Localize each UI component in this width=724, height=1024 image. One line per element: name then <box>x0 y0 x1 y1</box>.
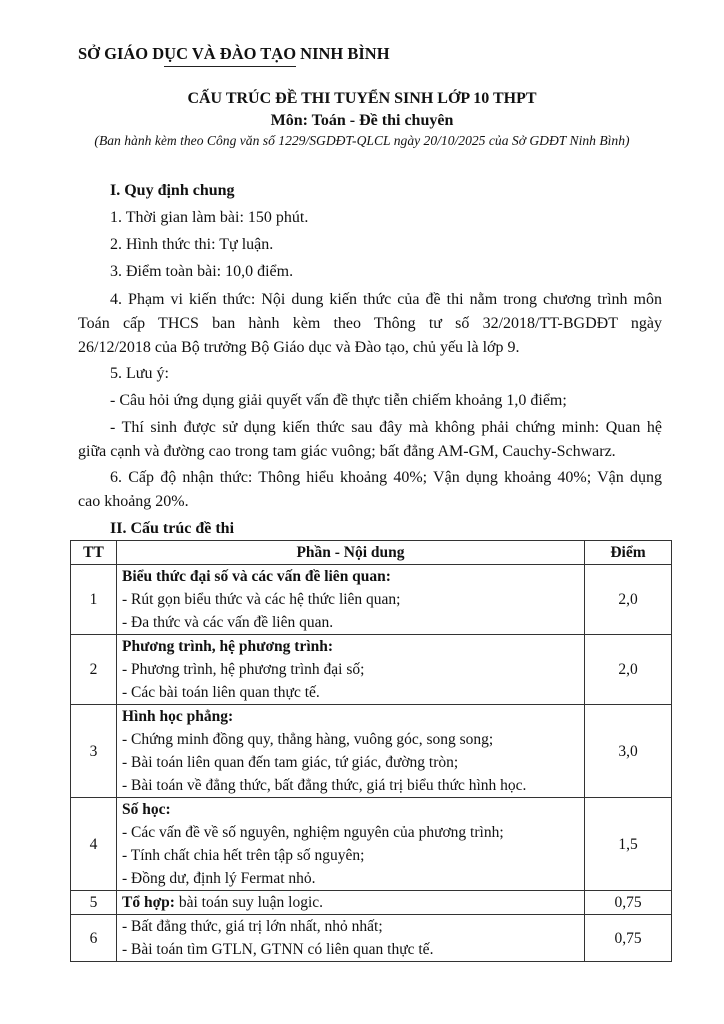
rule-item-4-line2: Toán cấp THCS ban hành kèm theo Thông tư số 32/2018/TT-BGDĐT ngày <box>78 315 662 332</box>
row-item: - Bài toán về đẳng thức, bất đẳng thức, giá trị biểu thức hình học. <box>122 777 527 794</box>
row-item: - Các vấn đề về số nguyên, nghiệm nguyên của phương trình; <box>122 824 504 841</box>
rule-item-4-line1: 4. Phạm vi kiến thức: Nội dung kiến thức của đề thi nằm trong chương trình môn <box>110 291 662 308</box>
row-item: - Đa thức và các vấn đề liên quan. <box>122 614 334 631</box>
row-number: 1 <box>71 565 117 635</box>
note-2-line1: - Thí sinh được sử dụng kiến thức sau đây mà không phải chứng minh: Quan hệ <box>110 419 662 436</box>
exam-structure-table <box>70 540 672 962</box>
table-row <box>71 705 672 798</box>
row-content <box>117 891 585 915</box>
rule-item-1: 1. Thời gian làm bài: 150 phút. <box>110 209 309 226</box>
table-row <box>71 635 672 705</box>
row-content <box>117 565 585 635</box>
row-score: 2,0 <box>585 635 672 705</box>
subject-line: Môn: Toán - Đề thi chuyên <box>270 112 454 129</box>
section1-heading: I. Quy định chung <box>110 182 235 199</box>
agency-underline <box>164 66 296 67</box>
row-score: 3,0 <box>585 705 672 798</box>
row-item: - Bài toán liên quan đến tam giác, tứ giác, đường tròn; <box>122 754 459 771</box>
row-content <box>117 915 585 962</box>
row-number: 4 <box>71 798 117 891</box>
rule-item-5: 5. Lưu ý: <box>110 365 169 382</box>
row-inline-text: bài toán suy luận logic. <box>174 894 324 911</box>
rule-item-2: 2. Hình thức thi: Tự luận. <box>110 236 274 253</box>
row-item: - Bất đẳng thức, giá trị lớn nhất, nhỏ nhất; <box>122 918 383 935</box>
row-score: 2,0 <box>585 565 672 635</box>
row-item: - Rút gọn biểu thức và các hệ thức liên quan; <box>122 591 401 608</box>
section2-heading: II. Cấu trúc đề thi <box>110 520 235 537</box>
table-header-row <box>71 541 672 565</box>
row-content <box>117 798 585 891</box>
row-item: - Chứng minh đồng quy, thẳng hàng, vuông góc, song song; <box>122 731 494 748</box>
header-content: Phần - Nội dung <box>117 541 585 565</box>
rule-item-3: 3. Điểm toàn bài: 10,0 điểm. <box>110 263 294 280</box>
agency-name: SỞ GIÁO DỤC VÀ ĐÀO TẠO NINH BÌNH <box>78 44 390 63</box>
row-content <box>117 635 585 705</box>
header-score: Điểm <box>585 541 672 565</box>
row-score: 0,75 <box>585 915 672 962</box>
row-score: 1,5 <box>585 798 672 891</box>
rule-item-6-line2: cao khoảng 20%. <box>78 493 189 510</box>
row-content <box>117 705 585 798</box>
row-item: - Đồng dư, định lý Fermat nhỏ. <box>122 870 316 887</box>
note-2-line2: giữa cạnh và đường cao trong tam giác vuông; bất đẳng AM-GM, Cauchy-Schwarz. <box>78 443 616 460</box>
table-row <box>71 798 672 891</box>
table-row <box>71 915 672 962</box>
row-number: 6 <box>71 915 117 962</box>
document-title: CẤU TRÚC ĐỀ THI TUYỂN SINH LỚP 10 THPT <box>187 90 537 107</box>
row-number: 2 <box>71 635 117 705</box>
row-title: Số học: <box>122 801 171 818</box>
table-row <box>71 891 672 915</box>
issuance-note: (Ban hành kèm theo Công văn số 1229/SGDĐT-QLCL ngày 20/10/2025 của Sở GDĐT Ninh Bình) <box>94 133 630 148</box>
row-number: 3 <box>71 705 117 798</box>
rule-item-4-line3: 26/12/2018 của Bộ trưởng Bộ Giáo dục và Đào tạo, chủ yếu là lớp 9. <box>78 339 520 356</box>
rule-item-6-line1: 6. Cấp độ nhận thức: Thông hiểu khoảng 40%; Vận dụng khoảng 40%; Vận dụng <box>110 469 662 486</box>
row-title: Biểu thức đại số và các vấn đề liên quan: <box>122 568 391 585</box>
row-number: 5 <box>71 891 117 915</box>
row-item: - Tính chất chia hết trên tập số nguyên; <box>122 847 365 864</box>
row-item: - Phương trình, hệ phương trình đại số; <box>122 661 365 678</box>
table-row <box>71 565 672 635</box>
row-score: 0,75 <box>585 891 672 915</box>
row-title: Phương trình, hệ phương trình: <box>122 638 334 655</box>
row-title: Hình học phẳng: <box>122 708 234 725</box>
row-item: - Bài toán tìm GTLN, GTNN có liên quan thực tế. <box>122 941 434 958</box>
row-item: - Các bài toán liên quan thực tế. <box>122 684 320 701</box>
header-tt: TT <box>71 541 117 565</box>
row-title: Tổ hợp: <box>122 894 175 911</box>
note-1: - Câu hỏi ứng dụng giải quyết vấn đề thực tiễn chiếm khoảng 1,0 điểm; <box>110 392 567 409</box>
